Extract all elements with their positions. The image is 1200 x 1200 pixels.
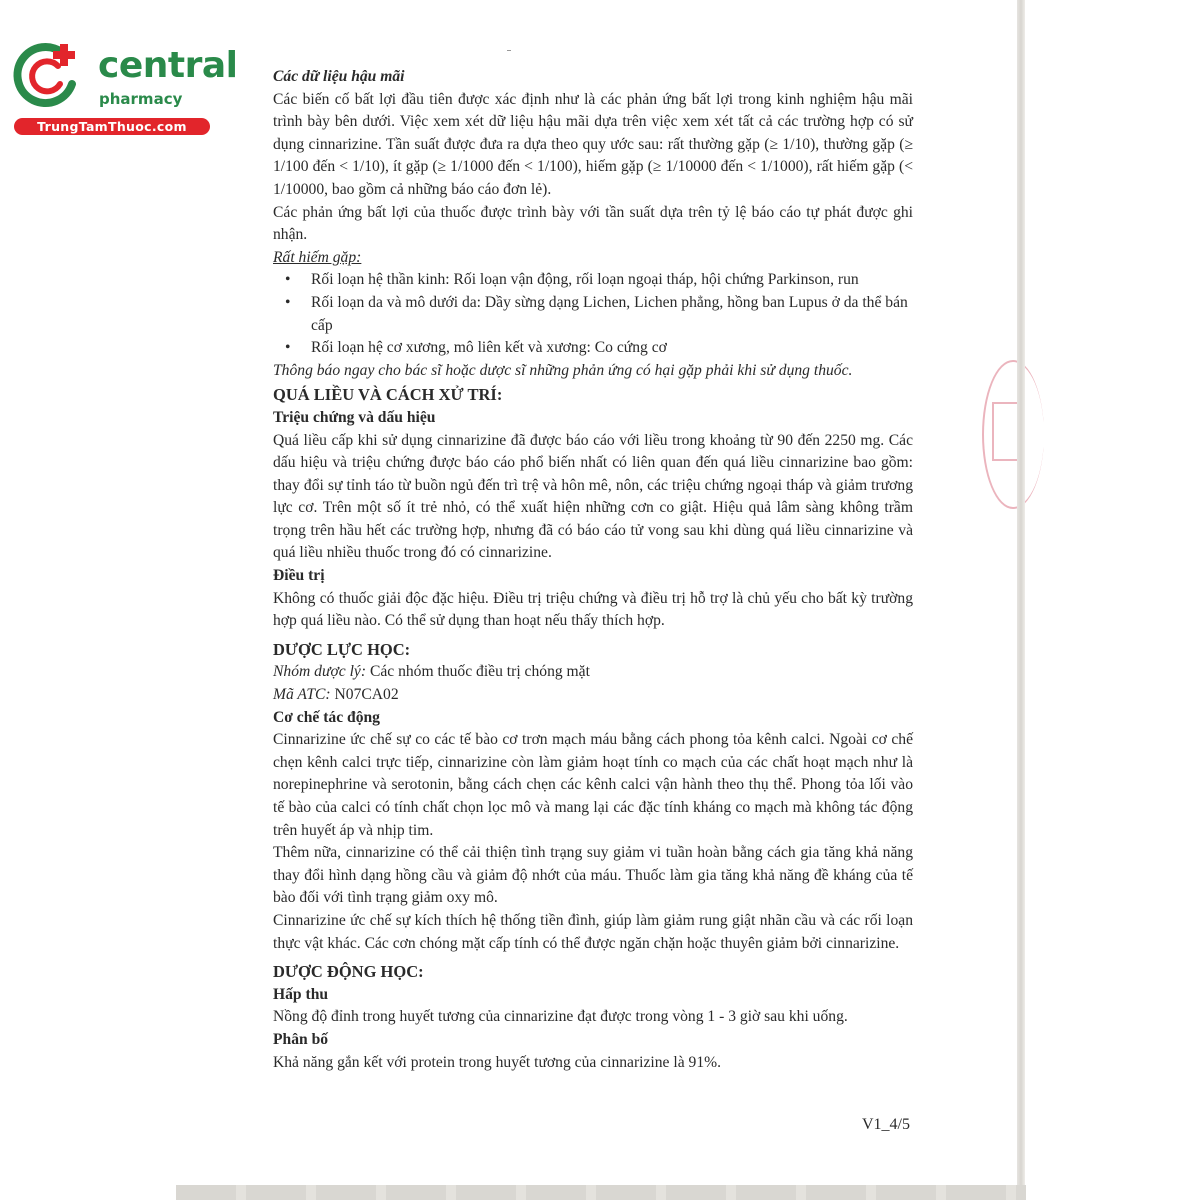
company-stamp-icon bbox=[982, 360, 1044, 509]
logo-brand-text: central bbox=[98, 45, 238, 86]
very-rare-label: Rất hiếm gặp: bbox=[273, 248, 362, 266]
mechanism-paragraph-3: Cinnarizine ức chế sự kích thích hệ thống tiền đình, giúp làm giảm rung giật nhãn cầu và các rối loạn thực vật khác. Các cơn chóng mặt cấp tính có thể được ngăn chặn hoặc thuyên giảm bởi cinnarizine. bbox=[273, 911, 913, 952]
absorption-title: Hấp thu bbox=[273, 985, 329, 1003]
list-item: • Rối loạn hệ thần kinh: Rối loạn vận động, rối loạn ngoại tháp, hội chứng Parkinson, run bbox=[311, 269, 913, 292]
treatment-text: Không có thuốc giải độc đặc hiệu. Điều trị triệu chứng và điều trị hỗ trợ là chủ yếu cho bất kỳ trường hợp quá liều nào. Có thể sử dụng than hoạt nếu thấy thích hợp. bbox=[273, 589, 913, 630]
absorption-text: Nồng độ đỉnh trong huyết tương của cinnarizine đạt được trong vòng 1 - 3 giờ sau khi uống. bbox=[273, 1008, 848, 1026]
group-value: Các nhóm thuốc điều trị chóng mặt bbox=[366, 663, 590, 681]
group-label: Nhóm dược lý: bbox=[273, 663, 367, 681]
symptoms-text: Quá liều cấp khi sử dụng cinnarizine đã được báo cáo với liều trong khoảng từ 90 đến 2250 mg. Các dấu hiệu và triệu chứng được báo cáo phổ biến nhất có liên quan đến quá liều cinnarizine bao gồm: thay đổi sự tỉnh táo từ buồn ngủ đến trì trệ và hôn mê, nôn, các triệu chứng ngoại tháp và giảm trương lực cơ. Trên một số ít trẻ nhỏ, có thể xuất hiện những cơn co giật. Hiệu quả lâm sàng không trầm trọng trên hầu hết các trường hợp, nhưng đã có báo cáo tử vong sau khi dùng quá liều cinnarizine và quá liều nhiều thuốc trong đó có cinnarizine. bbox=[273, 431, 913, 562]
adverse-effects-list bbox=[273, 269, 913, 359]
document-body bbox=[273, 66, 913, 1074]
overdose-heading: QUÁ LIỀU VÀ CÁCH XỬ TRÍ: bbox=[273, 385, 503, 405]
list-item: • Rối loạn hệ cơ xương, mô liên kết và xương: Co cứng cơ bbox=[311, 337, 913, 360]
list-item: • Rối loạn da và mô dưới da: Dầy sừng dạng Lichen, Lichen phẳng, hồng ban Lupus ở da thể bán cấp bbox=[311, 292, 913, 337]
page-number: V1_4/5 bbox=[862, 1116, 910, 1133]
logo-website-link[interactable]: TrungTamThuoc.com bbox=[14, 118, 210, 135]
post-marketing-title: Các dữ liệu hậu mãi bbox=[273, 68, 405, 85]
symptoms-title: Triệu chứng và dấu hiệu bbox=[273, 408, 436, 426]
mechanism-paragraph-2: Thêm nữa, cinnarizine có thể cải thiện tình trạng suy giảm vi tuần hoàn bằng cách gia tăng khả năng thay đổi hình dạng hồng cầu và giảm độ nhớt của máu. Thuốc làm gia tăng khả năng đề kháng của tế bào đối với tình trạng giảm oxy mô. bbox=[273, 844, 913, 907]
post-marketing-paragraph-1: Các biến cố bất lợi đầu tiên được xác định như là các phản ứng bất lợi trong kinh nghiệm hậu mãi trình bày bên dưới. Việc xem xét dữ liệu hậu mãi dựa trên việc xem xét tất cả các trường hợp có sử dụng cinnarizine. Tần suất được đưa ra dựa theo quy ước sau: rất thường gặp (≥ 1/10), thường gặp (≥ 1/100 đến < 1/10), ít gặp (≥ 1/1000 đến < 1/100), hiếm gặp (≥ 1/10000 đến < 1/1000), rất hiếm gặp (< 1/10000, bao gồm cả những báo cáo đơn lẻ). bbox=[273, 90, 913, 198]
report-notice: Thông báo ngay cho bác sĩ hoặc dược sĩ những phản ứng có hại gặp phải khi sử dụng thuốc. bbox=[273, 361, 853, 379]
scan-artifact bbox=[507, 50, 511, 51]
central-pharmacy-logo bbox=[10, 38, 238, 136]
atc-code bbox=[273, 684, 913, 707]
mechanism-paragraph-1: Cinnarizine ức chế sự co các tế bào cơ trơn mạch máu bằng cách phong tỏa kênh calci. Ngoài cơ chế chẹn kênh calci trực tiếp, cinnarizine còn làm giảm hoạt tính co mạch của các chất hoạt mạch như là norepinephrine và serotonin, bằng cách chẹn các kênh calci vận hành theo thụ thể. Phong tỏa lối vào tế bào của calci có tính chất chọn lọc mô và mang lại các đặc tính kháng co mạch mà không tác động trên huyết áp và nhịp tim. bbox=[273, 731, 913, 839]
post-marketing-paragraph-2: Các phản ứng bất lợi của thuốc được trình bày với tần suất dựa trên tỷ lệ báo cáo tự phát được ghi nhận. bbox=[273, 203, 913, 244]
atc-label: Mã ATC: bbox=[273, 686, 331, 704]
logo-subtitle: pharmacy bbox=[99, 90, 183, 108]
distribution-title: Phân bố bbox=[273, 1030, 329, 1048]
pharmacokinetics-heading: DƯỢC ĐỘNG HỌC: bbox=[273, 962, 424, 982]
atc-value: N07CA02 bbox=[330, 686, 399, 704]
page-bottom-edge bbox=[176, 1185, 1026, 1200]
distribution-text: Khả năng gắn kết với protein trong huyết tương của cinnarizine là 91%. bbox=[273, 1053, 722, 1071]
treatment-title: Điều trị bbox=[273, 567, 325, 585]
pharmacodynamics-heading: DƯỢC LỰC HỌC: bbox=[273, 639, 411, 659]
mechanism-title: Cơ chế tác động bbox=[273, 708, 380, 726]
page-edge bbox=[1017, 0, 1025, 1200]
pharmacological-group bbox=[273, 661, 913, 684]
pharmacy-cross-logo-icon bbox=[12, 40, 80, 108]
